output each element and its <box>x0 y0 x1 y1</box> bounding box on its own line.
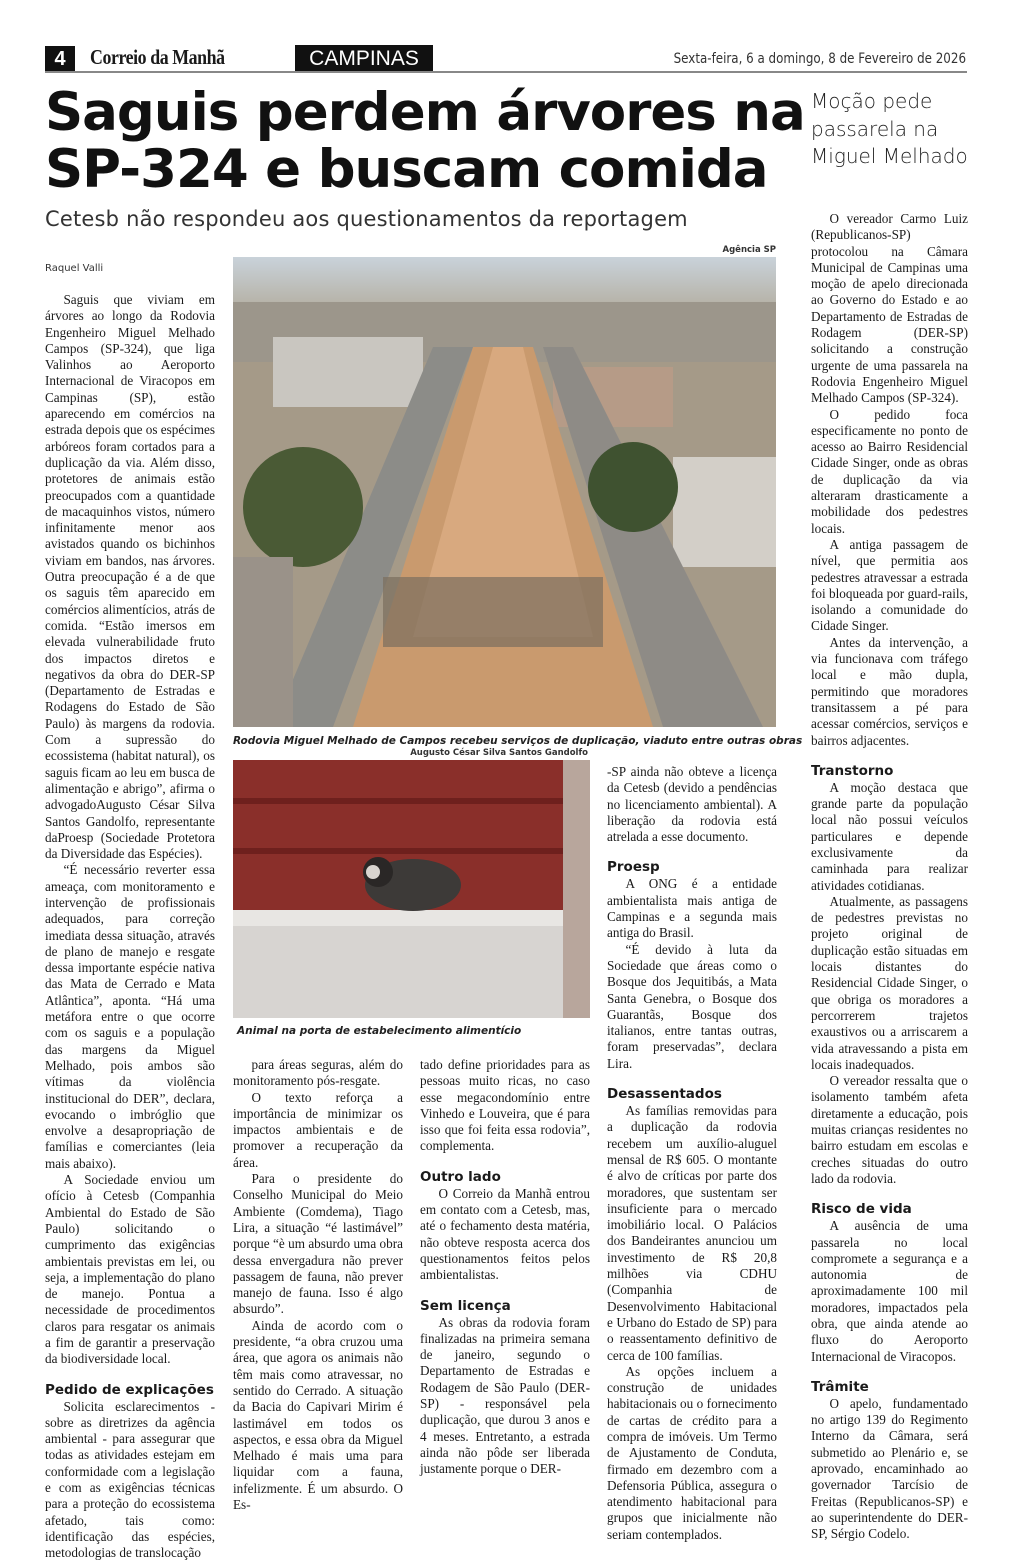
paragraph: A Sociedade enviou um ofício à Cetesb (Companhia Ambiental do Estado de São Paulo) solicitando o cumprimento das exigências ambientais previstas em lei, ou seja, a implementação do plano de manejo. Pontua a necessidade de procedimentos claros para resgatar os animais a fim de garantir a preservação da biodiversidade local. <box>45 1172 215 1367</box>
sidebar-column <box>811 211 968 1543</box>
paragraph: As obras da rodovia foram finalizadas na primeira semana de janeiro, segundo o Departamento de Estradas e Rodagem de São Paulo (DER-SP) - responsável pela duplicação, que durou 3 anos e 4 meses. Entretanto, a estrada ainda não pôde ser liberada justamente porque o DER- <box>420 1314 590 1477</box>
paragraph: Solicita esclarecimentos - sobre as diretrizes da agência ambiental - para assegurar que todas as atividades estejam em conformidade com a legislação e com as exigências técnicas para a proteção do ecossistema afetado, tais como: identificação das espécies, metodologias de translocação <box>45 1398 215 1561</box>
photo-caption: Animal na porta de estabelecimento alimentício <box>237 1025 522 1037</box>
article-column-2 <box>233 1057 403 1513</box>
paragraph: O texto reforça a importância de minimizar os impactos ambientais e de promover a recuperação da área. <box>233 1089 403 1170</box>
aerial-construction-photo <box>233 257 776 727</box>
article-headline: Saguis perdem árvores na SP-324 e buscam comida <box>45 82 805 201</box>
article-column-1 <box>45 292 215 1562</box>
subheading: Risco de vida <box>811 1201 912 1218</box>
paragraph: A antiga passagem de nível, que permitia aos pedestres atravessar a estrada foi bloqueada por guard-rails, isolando a comunidade do Cidade Singer. <box>811 536 968 634</box>
paragraph: O vereador Carmo Luiz (Republicanos-SP) protocolou na Câmara Municipal de Campinas uma moção de apelo direcionada ao Governo do Estado e ao Departamento de Estradas de Rodagem (DER-SP) solicitando a construção urgente de uma passarela na Rodovia Engenheiro Miguel Melhado Campos (SP-324). <box>811 211 968 406</box>
paragraph: O Correio da Manhã entrou em contato com a Cetesb, mas, até o fechamento desta matéria, não obteve resposta acerca dos questionamentos feitos pelos ambientalistas. <box>420 1185 590 1283</box>
masthead-logo: Correio da Manhã <box>90 45 225 69</box>
header-rule <box>45 71 967 73</box>
paragraph: para áreas seguras, além do monitoramento pós-resgate. <box>233 1057 403 1089</box>
subheading: Trâmite <box>811 1378 869 1395</box>
paragraph: As famílias removidas para a duplicação da rodovia recebem um auxílio-aluguel mensal de R$ 605. O montante é alvo de críticas por parte dos moradores, que sustentam ser insuficiente para o mercado imobiliário local. O Palácios dos Bandeirantes anunciou um investimento de R$ 20,8 milhões via CDHU (Companhia de Desenvolvimento Habitacional e Urbano do Estado de SP) para o reassentamento definitivo de cerca de 100 famílias. <box>607 1103 777 1363</box>
section-label: CAMPINAS <box>295 45 433 71</box>
paragraph: tado define prioridades para as pessoas muito ricas, no caso esse megacondomínio entre Vinhedo e Louveira, que é para isso que foi feita essa rodovia”, complementa. <box>420 1057 590 1154</box>
paragraph: “É necessário reverter essa ameaça, com monitoramento e intervenção de profissionais adequados, para correção imediata dessa situação, através de plano de manejo e resgate dessa importante espécie nativa das Mata de Cerrado e Mata Atlântica”, aponta. “Há uma metáfora entre o que ocorre com os saguis e a população das margens da Miguel Melhado, pois ambos são vítimas da violência institucional do DER”, declara, evocando o imbróglio que envolve a desapropriação de famílias e comerciantes (leia mais abaixo). <box>45 862 215 1171</box>
paragraph: Antes da intervenção, a via funcionava com tráfego local e mão dupla, permitindo que moradores transitassem a pé para acessar comércios, serviços e bairros adjacentes. <box>811 634 968 748</box>
paragraph: Saguis que viviam em árvores ao longo da Rodovia Engenheiro Miguel Melhado Campos (SP-324), que liga Valinhos ao Aeroporto Internacional de Viracopos em Campinas (SP), estão aparecendo em comércios na estrada depois que os espécimes arbóreos foram cortados para a duplicação da via. Além disso, protetores de animais estão preocupados com a quantidade de macaquinhos vistos, número infinitamente menor aos avistados quando os bichinhos viviam em bandos, nas árvores. Outra preocupação é a de que os saguis têm aparecido em comércios alimentícios, atrás de comida. “Estão imersos em elevada vulnerabilidade fruto dos impactos diretos e negativos da obra do DER-SP (Departamento de Estradas e Rodagens do Estado de São Paulo) às margens da rodovia. Com a supressão do ecossistema (habitat natural), os saguis ficam ao leu em busca de alimentação e abrigo”, afirma o advogadoAugusto César Silva Santos Gandolfo, representante daProesp (Sociedade Protetora da Diversidade das Espécies). <box>45 292 215 862</box>
subheading: Proesp <box>607 859 660 876</box>
paragraph: A ausência de uma passarela no local compromete a segurança e a autonomia de aproximadamente 100 mil moradores, impactados pela obra, que ainda atende ao fluxo do Aeroporto Internacional de Viracopos. <box>811 1218 968 1364</box>
article-column-4 <box>607 764 777 1543</box>
marmoset-photo <box>233 760 590 1018</box>
subheading: Desassentados <box>607 1086 722 1103</box>
paragraph: O apelo, fundamentado no artigo 139 do Regimento Interno da Câmara, será submetido ao Plenário e, se aprovado, encaminhado ao governador Tarcísio de Freitas (Republicanos-SP) e ao superintendente do DER-SP, Sérgio Codelo. <box>811 1395 968 1542</box>
paragraph: “É devido à luta da Sociedade que áreas como o Bosque dos Jequitibás, a Mata Santa Genebra, o Bosque dos Guarantãs, Bosque dos italianos, entre tantas outras, foram preservadas”, declara Lira. <box>607 941 777 1071</box>
paragraph: As opções incluem a construção de unidades habitacionais ou o fornecimento de cartas de crédito para a compra de imóveis. Um Termo de Ajustamento de Conduta, firmado em dezembro com a Defensoria Pública, assegura o atendimento habitacional para grupos que inicialmente não seriam contemplados. <box>607 1363 777 1542</box>
paragraph: O pedido foca especificamente no ponto de acesso ao Bairro Residencial Cidade Singer, onde as obras de duplicação da via alteraram drasticamente a mobilidade dos pedestres locais. <box>811 406 968 536</box>
paragraph: Atualmente, as passagens de pedestres previstas no projeto original de duplicação estão situadas em locais distantes do Residencial Cidade Singer, o que obriga os moradores a percorrerem trajetos exaustivos ou a arriscarem a vida atravessando a pista em locais inadequados. <box>811 893 968 1072</box>
paragraph: O vereador ressalta que o isolamento também afeta diretamente a educação, pois muitas crianças residentes no bairro estudam em escolas e creches situadas do outro lado da rodovia. <box>811 1073 968 1186</box>
sidebar-headline: Moção pede passarela na Miguel Melhado <box>811 89 968 168</box>
photo-caption: Rodovia Miguel Melhado de Campos recebeu serviços de duplicação, viaduto entre outras obras <box>233 735 803 747</box>
page-number: 4 <box>45 46 75 72</box>
paragraph: -SP ainda não obteve a licença da Cetesb (devido a pendências no licenciamento ambiental). A liberação da rodovia está atrelada a esse documento. <box>607 764 777 845</box>
paragraph: A moção destaca que grande parte da população local não possui veículos particulares e depende exclusivamente da caminhada para realizar atividades cotidianas. <box>811 779 968 893</box>
photo-credit: Agência SP <box>722 245 776 255</box>
article-column-3 <box>420 1057 590 1478</box>
subheading: Outro lado <box>420 1168 501 1185</box>
paragraph: Para o presidente do Conselho Municipal do Meio Ambiente (Comdema), Tiago Lira, a situação “é lastimável” porque “è um absurdo uma obra dessa envergadura não prever passagem de fauna, não prever manejo de fauna. Isso é algo absurdo”. <box>233 1171 403 1317</box>
subheading: Transtorno <box>811 762 894 779</box>
paragraph: A ONG é a entidade ambientalista mais antiga de Campinas e a segunda mais antiga do Brasil. <box>607 876 777 941</box>
issue-date: Sexta-feira, 6 a domingo, 8 de Fevereiro de 2026 <box>673 51 966 67</box>
article-subtitle: Cetesb não respondeu aos questionamentos da reportagem <box>45 207 688 231</box>
subheading: Pedido de explicações <box>45 1381 214 1398</box>
byline: Raquel Valli <box>45 263 104 274</box>
subheading: Sem licença <box>420 1297 511 1314</box>
paragraph: Ainda de acordo com o presidente, “a obra cruzou uma área, que agora os animais não têm mais como atravessar, no sentido do Cerrado. A situação da Bacia do Capivari Mirim é lastimável em todos os aspectos, e essa obra da Miguel Melhado é mais uma para liquidar com a fauna, infelizmente. É um absurdo. O Es- <box>233 1317 403 1513</box>
photo-credit: Augusto César Silva Santos Gandolfo <box>410 748 588 758</box>
